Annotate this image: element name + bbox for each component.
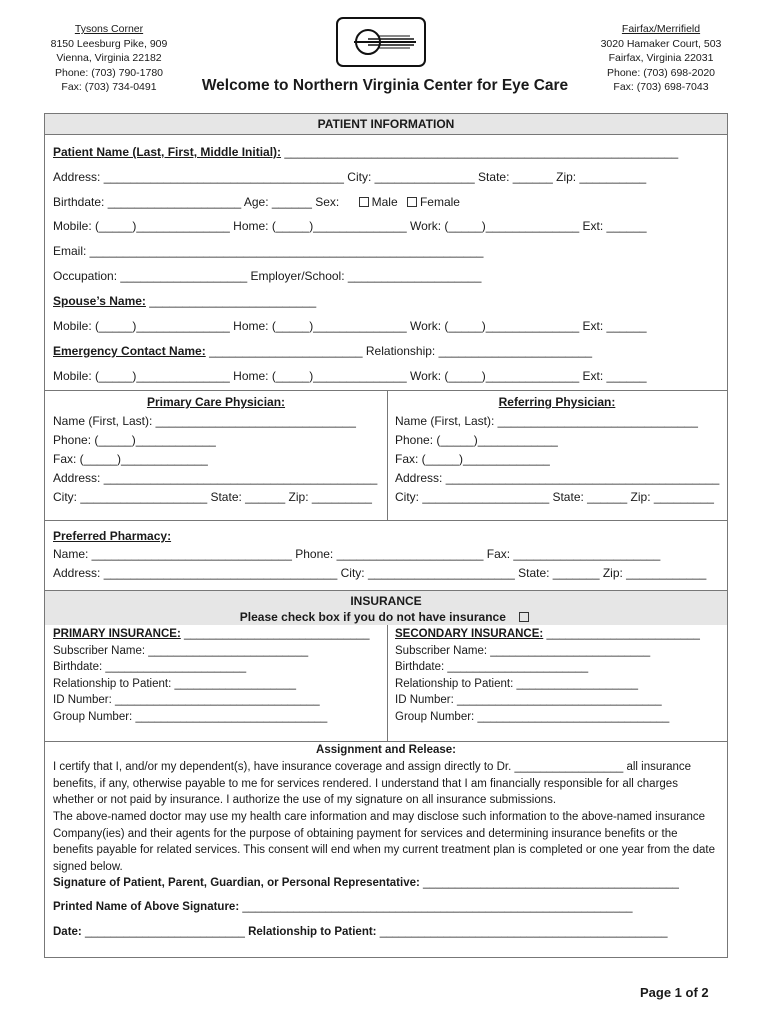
female-label: Female bbox=[419, 195, 460, 209]
registration-form bbox=[44, 113, 728, 958]
patient-name-field[interactable]: ___________________________________________________________ bbox=[284, 145, 679, 159]
right-office-phone: Phone: (703) 698-2020 bbox=[607, 66, 715, 79]
secondary-insurance-label: SECONDARY INSURANCE: bbox=[395, 628, 544, 640]
primary-insurance-label: PRIMARY INSURANCE: bbox=[53, 628, 181, 640]
left-office-phone: Phone: (703) 790-1780 bbox=[55, 66, 163, 79]
birthdate-row bbox=[53, 195, 460, 209]
email-field[interactable]: Email: ___________________________________________________________ bbox=[53, 244, 484, 258]
page-number: Page 1 of 2 bbox=[640, 985, 709, 1000]
address-field[interactable]: Address: ____________________________________ City: _______________ State: ______ Zip: __________ bbox=[53, 170, 647, 184]
birthdate-field[interactable]: Birthdate: ____________________ Age: ______ Sex: bbox=[53, 195, 340, 209]
primary-subscriber-field[interactable]: Subscriber Name: _________________________ bbox=[53, 645, 309, 657]
primary-physician-city-field[interactable]: City: ___________________ State: ______ Zip: _________ bbox=[53, 490, 372, 504]
left-office-fax: Fax: (703) 734-0491 bbox=[61, 81, 157, 93]
referring-physician-name-field[interactable]: Name (First, Last): ______________________________ bbox=[395, 414, 698, 428]
primary-relationship-field[interactable]: Relationship to Patient: ___________________ bbox=[53, 678, 296, 690]
date-row bbox=[53, 926, 668, 938]
signature-label: Signature of Patient, Parent, Guardian, or Personal Representative: bbox=[53, 877, 420, 889]
assignment-paragraph-2: The above-named doctor may use my health care information and may disclose such information to the above-named insurance Company(ies) and their agents for the purpose of obtaining payment for services and determining insurance benefits or the benefits payable for related services. This consent will end when my current treatment plan is completed or one year from the date signed below. bbox=[53, 811, 716, 873]
spouse-phone-field[interactable]: Mobile: (_____)______________ Home: (_____)______________ Work: (_____)______________ Ext: ______ bbox=[53, 319, 647, 333]
printed-name-field[interactable]: _____________________________________________________________ bbox=[242, 901, 633, 913]
patient-name-row bbox=[53, 145, 678, 159]
signature-field[interactable]: ________________________________________ bbox=[423, 877, 679, 889]
right-office-fax: Fax: (703) 698-7043 bbox=[613, 81, 709, 93]
left-office-address bbox=[34, 22, 184, 95]
primary-group-field[interactable]: Group Number: ______________________________ bbox=[53, 711, 328, 723]
referring-physician-address-field[interactable]: Address: _________________________________________ bbox=[395, 471, 720, 485]
pharmacy-title: Preferred Pharmacy: bbox=[53, 529, 172, 543]
primary-birthdate-field[interactable]: Birthdate: ______________________ bbox=[53, 661, 247, 673]
insurance-title: INSURANCE bbox=[350, 594, 422, 608]
occupation-field[interactable]: Occupation: ___________________ Employer/School: ____________________ bbox=[53, 269, 482, 283]
female-checkbox[interactable] bbox=[407, 197, 417, 207]
assignment-paragraph-1: I certify that I, and/or my dependent(s), have insurance coverage and assign directly to Dr. _________________ all insurance benefits, if any, otherwise payable to me for services rendered. I understand that I am financially responsible for all charges whether or not paid by insurance. I authorize the use of my signature on all insurance submissions. bbox=[53, 761, 692, 806]
right-office-name: Fairfax/Merrifield bbox=[621, 23, 701, 35]
patient-section-title: PATIENT INFORMATION bbox=[45, 114, 727, 134]
emergency-row bbox=[53, 344, 592, 358]
primary-physician-title: Primary Care Physician: bbox=[146, 395, 286, 409]
emergency-contact-label: Emergency Contact Name: bbox=[53, 344, 206, 358]
divider bbox=[45, 741, 727, 742]
printed-name-label: Printed Name of Above Signature: bbox=[53, 901, 240, 913]
relationship-label: Relationship to Patient: bbox=[248, 926, 377, 938]
column-divider bbox=[387, 390, 388, 520]
spouse-label: Spouse’s Name: bbox=[53, 294, 146, 308]
primary-id-field[interactable]: ID Number: ________________________________ bbox=[53, 694, 320, 706]
left-office-name: Tysons Corner bbox=[74, 23, 144, 35]
referring-physician-title: Referring Physician: bbox=[498, 395, 616, 409]
right-office-city: Fairfax, Virginia 22031 bbox=[608, 52, 714, 64]
secondary-subscriber-field[interactable]: Subscriber Name: _________________________ bbox=[395, 645, 651, 657]
left-office-city: Vienna, Virginia 22182 bbox=[56, 52, 162, 64]
column-divider bbox=[387, 625, 388, 741]
insurance-note: Please check box if you do not have insurance bbox=[239, 610, 506, 624]
divider bbox=[45, 134, 727, 135]
date-label: Date: bbox=[53, 926, 82, 938]
divider bbox=[45, 520, 727, 521]
page-title: Welcome to Northern Virginia Center for Eye Care bbox=[201, 77, 569, 94]
referring-physician-phone-field[interactable]: Phone: (_____)____________ bbox=[395, 433, 558, 447]
primary-physician-phone-field[interactable]: Phone: (_____)____________ bbox=[53, 433, 216, 447]
spouse-row bbox=[53, 294, 316, 308]
secondary-insurance-row bbox=[395, 628, 700, 640]
right-office-address bbox=[586, 22, 736, 95]
spouse-name-field[interactable]: _________________________ bbox=[149, 294, 317, 308]
no-insurance-checkbox[interactable] bbox=[519, 612, 529, 622]
signature-row bbox=[53, 877, 679, 889]
primary-insurance-field[interactable]: _____________________________ bbox=[184, 628, 370, 640]
emergency-contact-field[interactable]: _______________________ Relationship: _______________________ bbox=[209, 344, 593, 358]
printed-name-row bbox=[53, 901, 633, 913]
date-field[interactable]: _________________________ bbox=[84, 926, 245, 938]
eye-logo-icon bbox=[336, 17, 426, 67]
phone-numbers-field[interactable]: Mobile: (_____)______________ Home: (_____)______________ Work: (_____)______________ Ext: ______ bbox=[53, 219, 647, 233]
male-checkbox[interactable] bbox=[359, 197, 369, 207]
relationship-field[interactable]: _____________________________________________ bbox=[379, 926, 668, 938]
primary-physician-name-field[interactable]: Name (First, Last): ______________________________ bbox=[53, 414, 356, 428]
secondary-relationship-field[interactable]: Relationship to Patient: ___________________ bbox=[395, 678, 638, 690]
referring-physician-city-field[interactable]: City: ___________________ State: ______ Zip: _________ bbox=[395, 490, 714, 504]
insurance-header bbox=[45, 591, 727, 625]
referring-physician-fax-field[interactable]: Fax: (_____)_____________ bbox=[395, 452, 550, 466]
male-label: Male bbox=[371, 195, 398, 209]
patient-name-label: Patient Name (Last, First, Middle Initial): bbox=[53, 145, 282, 159]
secondary-id-field[interactable]: ID Number: ________________________________ bbox=[395, 694, 662, 706]
primary-insurance-row bbox=[53, 628, 369, 640]
primary-physician-address-field[interactable]: Address: _________________________________________ bbox=[53, 471, 378, 485]
pharmacy-address-field[interactable]: Address: ___________________________________ City: ______________________ State: _______ Zip: ____________ bbox=[53, 566, 707, 580]
right-office-street: 3020 Hamaker Court, 503 bbox=[600, 37, 722, 50]
emergency-phone-field[interactable]: Mobile: (_____)______________ Home: (_____)______________ Work: (_____)______________ Ext: ______ bbox=[53, 369, 647, 383]
primary-physician-fax-field[interactable]: Fax: (_____)_____________ bbox=[53, 452, 208, 466]
divider bbox=[45, 390, 727, 391]
secondary-insurance-field[interactable]: ________________________ bbox=[546, 628, 700, 640]
secondary-birthdate-field[interactable]: Birthdate: ______________________ bbox=[395, 661, 589, 673]
pharmacy-name-field[interactable]: Name: ______________________________ Phone: ______________________ Fax: ______________________ bbox=[53, 547, 661, 561]
assignment-title: Assignment and Release: bbox=[316, 744, 456, 756]
left-office-street: 8150 Leesburg Pike, 909 bbox=[50, 37, 168, 50]
secondary-group-field[interactable]: Group Number: ______________________________ bbox=[395, 711, 670, 723]
